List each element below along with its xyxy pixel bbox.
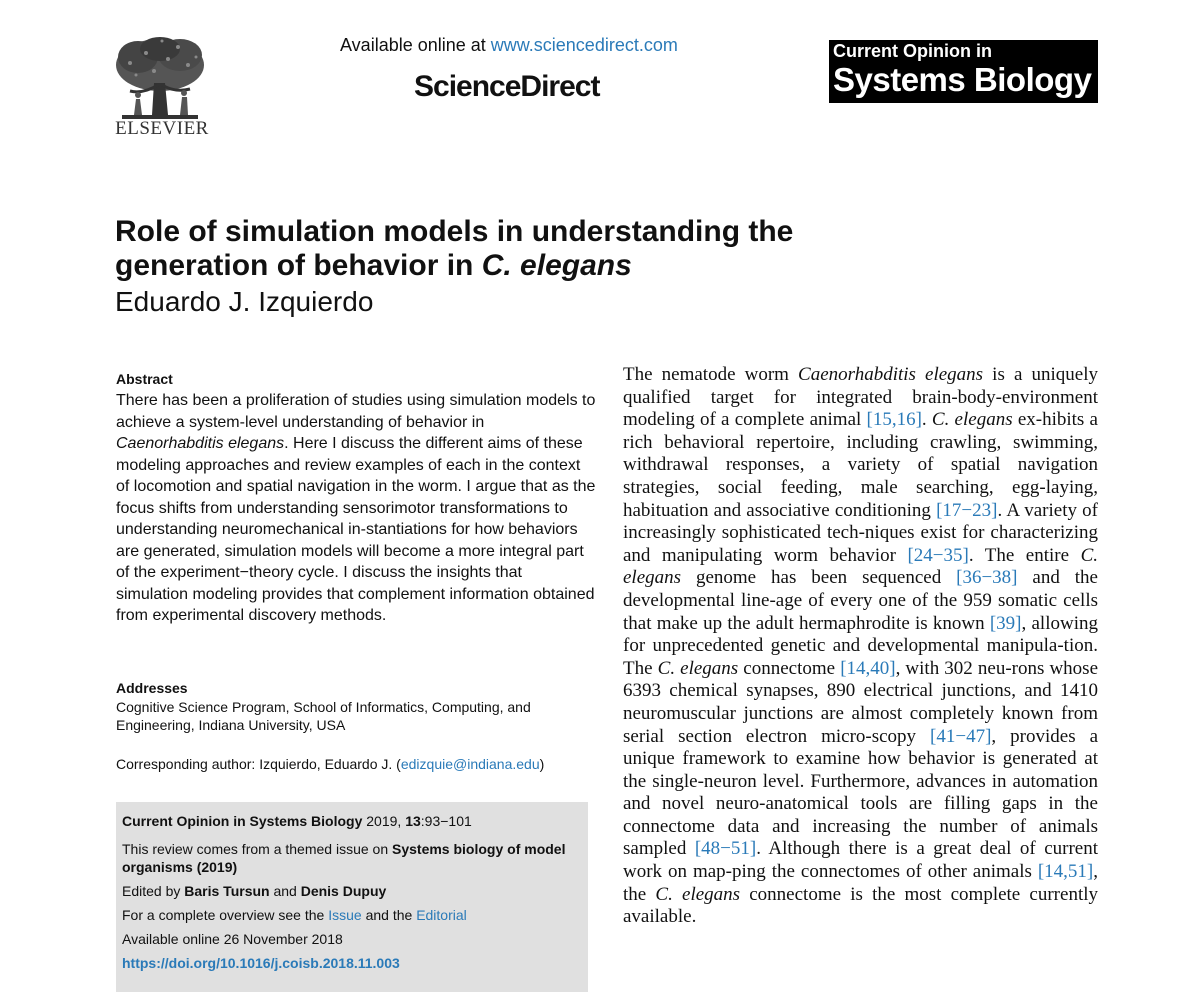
species-italic: Caenorhabditis elegans: [798, 364, 984, 385]
title-line2-italic: C. elegans: [481, 249, 632, 282]
available-online-line: [340, 35, 678, 56]
reference-link[interactable]: [15,16]: [866, 409, 922, 431]
themed-issue-line: [122, 840, 582, 876]
addresses-section: [116, 680, 596, 734]
sciencedirect-brand: ScienceDirect: [414, 70, 600, 103]
available-online-date: Available online 26 November 2018: [122, 931, 343, 947]
reference-link[interactable]: [17−23]: [936, 499, 998, 521]
citation-year: 2019,: [362, 813, 406, 829]
body-text: and the developmental line-age of every one of the 959 somatic cells that make up the adult hermaphrodite is known: [623, 567, 1098, 634]
issue-link[interactable]: Issue: [328, 907, 362, 923]
journal-name: Current Opinion in Systems Biology: [122, 813, 363, 829]
body-text: is a uniquely qualified target for integrated brain-body-environment modeling of a complete animal: [623, 364, 1098, 431]
journal-badge-line2: Systems Biology: [833, 61, 1092, 98]
abstract-species-italic: Caenorhabditis elegans: [116, 435, 285, 452]
edited-and: and: [269, 883, 301, 899]
journal-badge-line1: Current Opinion in: [833, 41, 992, 61]
body-text: ex-hibits a rich behavioral repertoire, including crawling, swimming, withdrawal responses, a variety of spatial navigation strategies, social feeding, male searching, egg-laying, habituation and associative conditioning: [623, 409, 1098, 521]
body-text: , allowing for unprecedented genetic and developmental manipula-tion. The: [623, 612, 1098, 679]
body-text: , with 302 neu-rons whose 6393 chemical synapses, 890 electrical junctions, and 1410 neuromuscular junctions are almost completely known from serial section electron micro-scopy: [623, 657, 1099, 747]
reference-link[interactable]: [48−51]: [694, 838, 757, 860]
corresponding-author: [116, 756, 544, 772]
themed-topic: Systems biology of model organisms (2019): [122, 841, 566, 875]
species-italic: C. elegans: [655, 883, 741, 905]
overview-line: [122, 906, 582, 924]
title-line1: Role of simulation models in understanding the: [115, 215, 794, 248]
citation-volume: 13: [405, 813, 421, 829]
sciencedirect-link[interactable]: www.sciencedirect.com: [490, 35, 678, 55]
corresponding-prefix: Corresponding author: Izquierdo, Eduardo J. (: [116, 756, 401, 772]
body-text: , the: [623, 861, 1098, 905]
citation-pages: :93−101: [420, 813, 472, 829]
themed-prefix: This review comes from a themed issue on: [122, 841, 392, 857]
body-text: connectome is the most complete currently available.: [623, 883, 1099, 928]
corresponding-suffix: ): [539, 756, 545, 772]
abstract-text-part2: . Here I discuss the different aims of these modeling approaches and review examples of each in the context of locomotion and spatial navigation in the worm. I argue that as the focus shifts from understanding sensorimotor transformations to understanding neuromechanical in-stantiations for how behaviors are generated, simulation models will become a more integral part of the experiment−theory cycle. I discuss the insights that simulation modeling provides that complement information obtained from experimental discovery methods.: [116, 435, 596, 624]
overview-and: and the: [361, 907, 417, 923]
reference-link[interactable]: [41−47]: [930, 725, 992, 747]
abstract-text: [116, 390, 596, 627]
overview-prefix: For a complete overview see the: [122, 907, 329, 923]
intro-paragraph: [623, 364, 1098, 929]
body-text: connectome: [738, 657, 841, 679]
author-name: Eduardo J. Izquierdo: [115, 286, 374, 317]
doi-link[interactable]: https://doi.org/10.1016/j.coisb.2018.11.003: [122, 955, 400, 971]
editor-2: Denis Dupuy: [300, 883, 387, 899]
body-text: .: [921, 409, 932, 431]
reference-link[interactable]: [14,51]: [1037, 861, 1094, 883]
editor-1: Baris Tursun: [184, 883, 270, 899]
species-italic: C. elegans: [657, 657, 739, 679]
addresses-text: Cognitive Science Program, School of Informatics, Computing, and Engineering, Indiana University, USA: [116, 699, 531, 733]
reference-link[interactable]: [14,40]: [840, 657, 896, 679]
body-text: , provides a unique framework to examine how behavior is generated at the single-neuron level. Furthermore, advances in automation and novel neuro-anatomical tools are filling gaps in the connectome data and increasing the number of animals sampled: [623, 725, 1098, 860]
addresses-heading: Addresses: [116, 680, 188, 696]
abstract-heading: Abstract: [116, 371, 173, 387]
species-italic: C. elegans: [623, 544, 1098, 589]
reference-link[interactable]: [36−38]: [956, 567, 1018, 589]
reference-link[interactable]: [39]: [989, 612, 1022, 634]
editorial-link[interactable]: Editorial: [416, 907, 467, 923]
article-info-box: [116, 802, 588, 992]
available-online-prefix: Available online at: [340, 35, 491, 55]
body-text: . The entire: [968, 544, 1081, 566]
abstract-section: [116, 371, 596, 627]
abstract-text-part1: There has been a proliferation of studies using simulation models to achieve a system-level understanding of behavior in: [116, 392, 596, 431]
article-title: [115, 215, 915, 283]
species-italic: C. elegans: [931, 409, 1013, 431]
journal-badge: [829, 40, 1098, 103]
reference-link[interactable]: [24−35]: [907, 544, 969, 566]
edited-by-line: [122, 882, 582, 900]
body-text: . Although there is a great deal of current work on map-ping the connectomes of other animals: [623, 838, 1098, 883]
body-text: genome has been sequenced: [681, 567, 957, 589]
title-line2-prefix: generation of behavior in: [115, 249, 482, 282]
author-email-link[interactable]: edizquie@indiana.edu: [400, 756, 540, 772]
edited-prefix: Edited by: [122, 883, 185, 899]
citation-line: [122, 812, 582, 830]
body-text: . A variety of increasingly sophisticated tech-niques exist for characterizing and manipulating worm behavior: [623, 499, 1098, 566]
publisher-wordmark: ELSEVIER: [115, 118, 209, 139]
body-text: The nematode worm: [623, 364, 799, 385]
